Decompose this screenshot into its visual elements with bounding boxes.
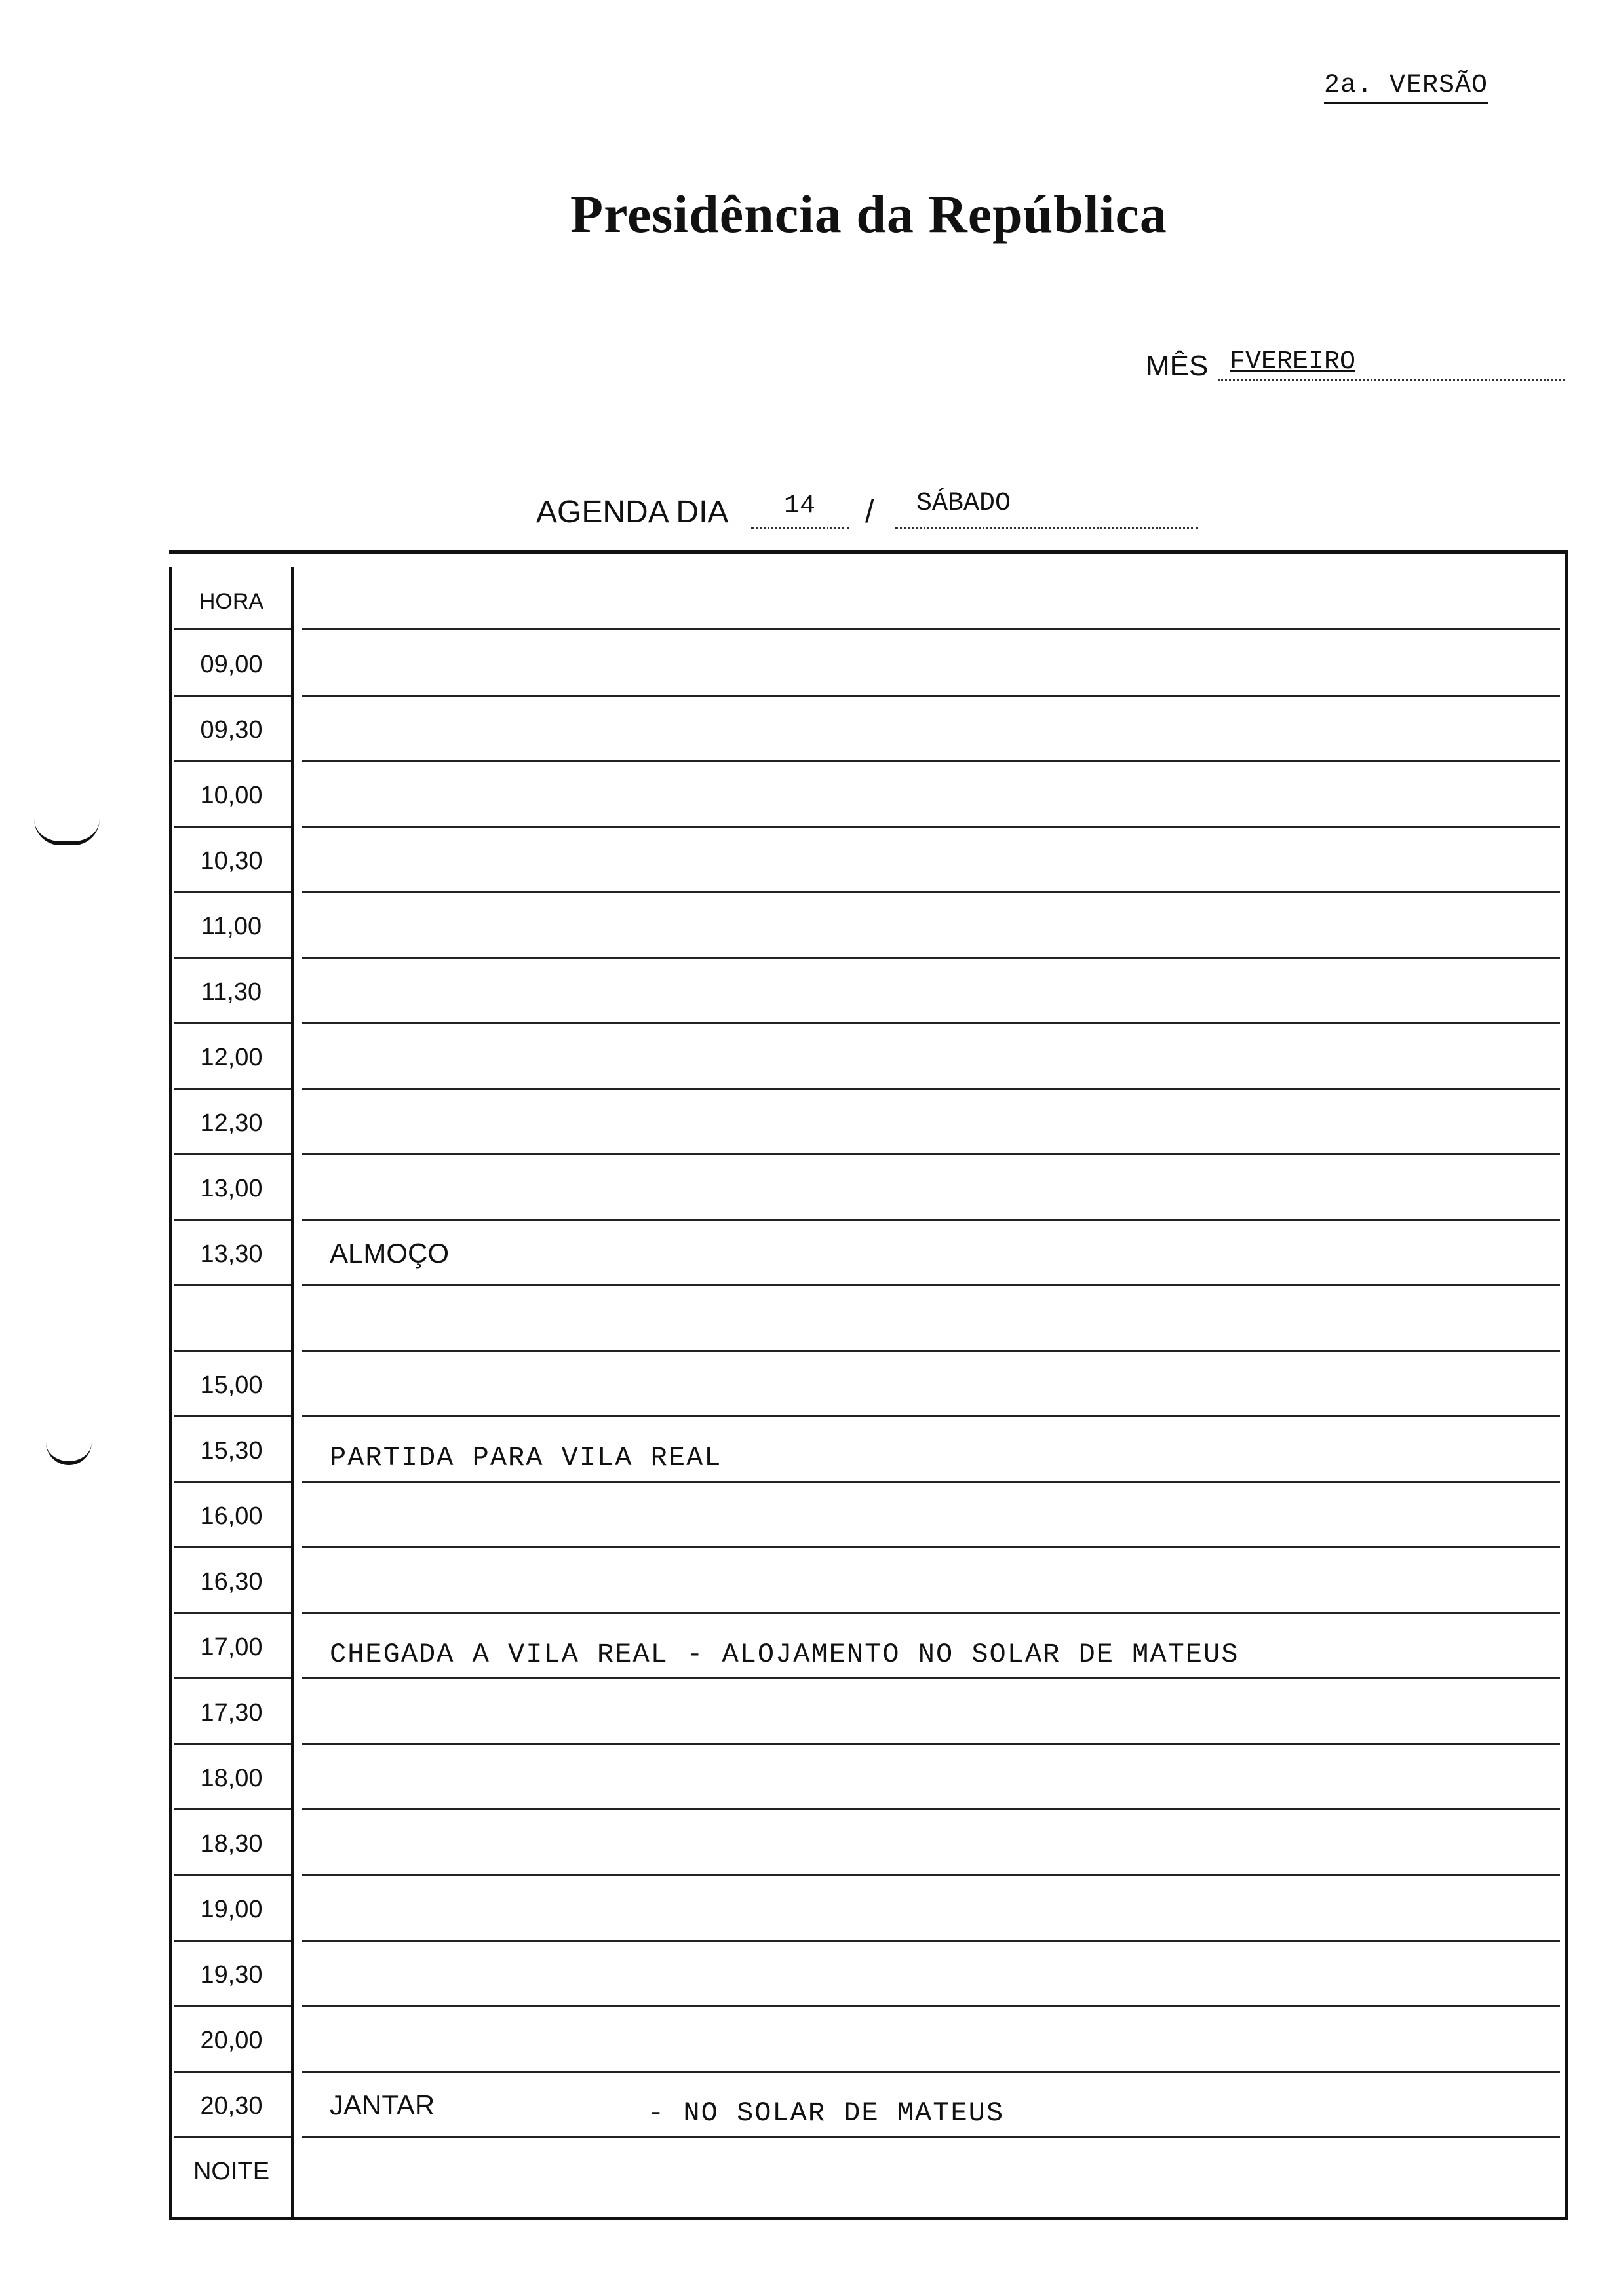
month-label: MÊS bbox=[1146, 350, 1209, 382]
day-dotted-line bbox=[751, 527, 849, 529]
hour-cell: 20,30 bbox=[200, 2092, 263, 2120]
hour-cell: 15,30 bbox=[200, 1437, 263, 1464]
hour-cell: 18,00 bbox=[200, 1765, 263, 1792]
hour-cell: 11,30 bbox=[201, 978, 262, 1006]
binder-hole-mark bbox=[46, 1442, 92, 1465]
hour-cell: 12,00 bbox=[200, 1044, 263, 1071]
hour-cell: 17,30 bbox=[200, 1699, 263, 1727]
weekday-value: SÁBADO bbox=[916, 489, 1011, 518]
row-divider bbox=[174, 628, 291, 630]
month-dotted-line bbox=[1218, 379, 1565, 381]
entry-cell: JANTAR bbox=[330, 2090, 435, 2120]
date-separator: / bbox=[865, 495, 874, 529]
table-row bbox=[169, 828, 1565, 893]
month-field bbox=[1146, 347, 1565, 389]
binder-hole-mark bbox=[34, 819, 100, 845]
page-title: Presidência da República bbox=[570, 184, 1167, 244]
hour-cell: 16,30 bbox=[200, 1568, 263, 1596]
table-row bbox=[169, 1221, 1565, 1286]
version-label: 2a. VERSÃO bbox=[1324, 71, 1488, 104]
hour-cell: 09,30 bbox=[200, 716, 263, 744]
table-row bbox=[169, 1810, 1565, 1876]
table-row bbox=[169, 1942, 1565, 2007]
table-row bbox=[169, 1286, 1565, 1352]
hour-cell: 12,30 bbox=[200, 1109, 263, 1137]
entry-cell: ALMOÇO bbox=[330, 1238, 450, 1269]
agenda-day-field bbox=[536, 486, 1198, 532]
table-header-row bbox=[169, 554, 1565, 631]
table-row bbox=[169, 762, 1565, 828]
table-row bbox=[169, 1417, 1565, 1483]
day-value: 14 bbox=[784, 491, 816, 521]
entry-cell: CHEGADA A VILA REAL - ALOJAMENTO NO SOLAR DE MATEUS bbox=[330, 1639, 1239, 1670]
row-divider bbox=[302, 628, 1560, 630]
table-row bbox=[169, 1614, 1565, 1679]
hour-cell: 09,00 bbox=[200, 651, 263, 678]
entry-cell: PARTIDA PARA VILA REAL bbox=[330, 1442, 722, 1474]
table-row bbox=[169, 2073, 1565, 2138]
hour-cell: 15,00 bbox=[200, 1371, 263, 1399]
hour-cell: 19,30 bbox=[200, 1961, 263, 1989]
table-row bbox=[169, 1155, 1565, 1221]
table-row bbox=[169, 893, 1565, 959]
table-row bbox=[169, 1090, 1565, 1155]
hour-cell: 16,00 bbox=[200, 1502, 263, 1530]
hour-column-header: HORA bbox=[199, 589, 264, 614]
hour-cell: 10,30 bbox=[200, 847, 263, 875]
hour-cell: 13,00 bbox=[200, 1175, 263, 1202]
table-row bbox=[169, 697, 1565, 762]
table-row bbox=[169, 2007, 1565, 2073]
table-row bbox=[169, 1679, 1565, 1745]
entry-extra-text: - NO SOLAR DE MATEUS bbox=[648, 2097, 1005, 2129]
table-row bbox=[169, 1483, 1565, 1548]
table-row bbox=[169, 1024, 1565, 1090]
table-row bbox=[169, 1352, 1565, 1417]
agenda-label: AGENDA DIA bbox=[536, 495, 729, 529]
hour-cell: 18,30 bbox=[200, 1830, 263, 1858]
month-value: FVEREIRO bbox=[1230, 347, 1356, 377]
table-row bbox=[169, 1745, 1565, 1810]
hour-cell: 19,00 bbox=[200, 1896, 263, 1923]
table-row bbox=[169, 1876, 1565, 1942]
table-row bbox=[169, 631, 1565, 697]
hour-cell: 10,00 bbox=[200, 782, 263, 809]
agenda-table bbox=[169, 550, 1568, 2220]
weekday-dotted-line bbox=[895, 527, 1198, 529]
table-row bbox=[169, 959, 1565, 1024]
table-row bbox=[169, 2138, 1565, 2204]
table-row bbox=[169, 1548, 1565, 1614]
hour-cell: 20,00 bbox=[200, 2027, 263, 2054]
hour-cell: 13,30 bbox=[200, 1240, 263, 1268]
hour-cell: 17,00 bbox=[200, 1634, 263, 1661]
hour-cell: 11,00 bbox=[201, 913, 262, 940]
hour-cell: NOITE bbox=[193, 2158, 270, 2185]
